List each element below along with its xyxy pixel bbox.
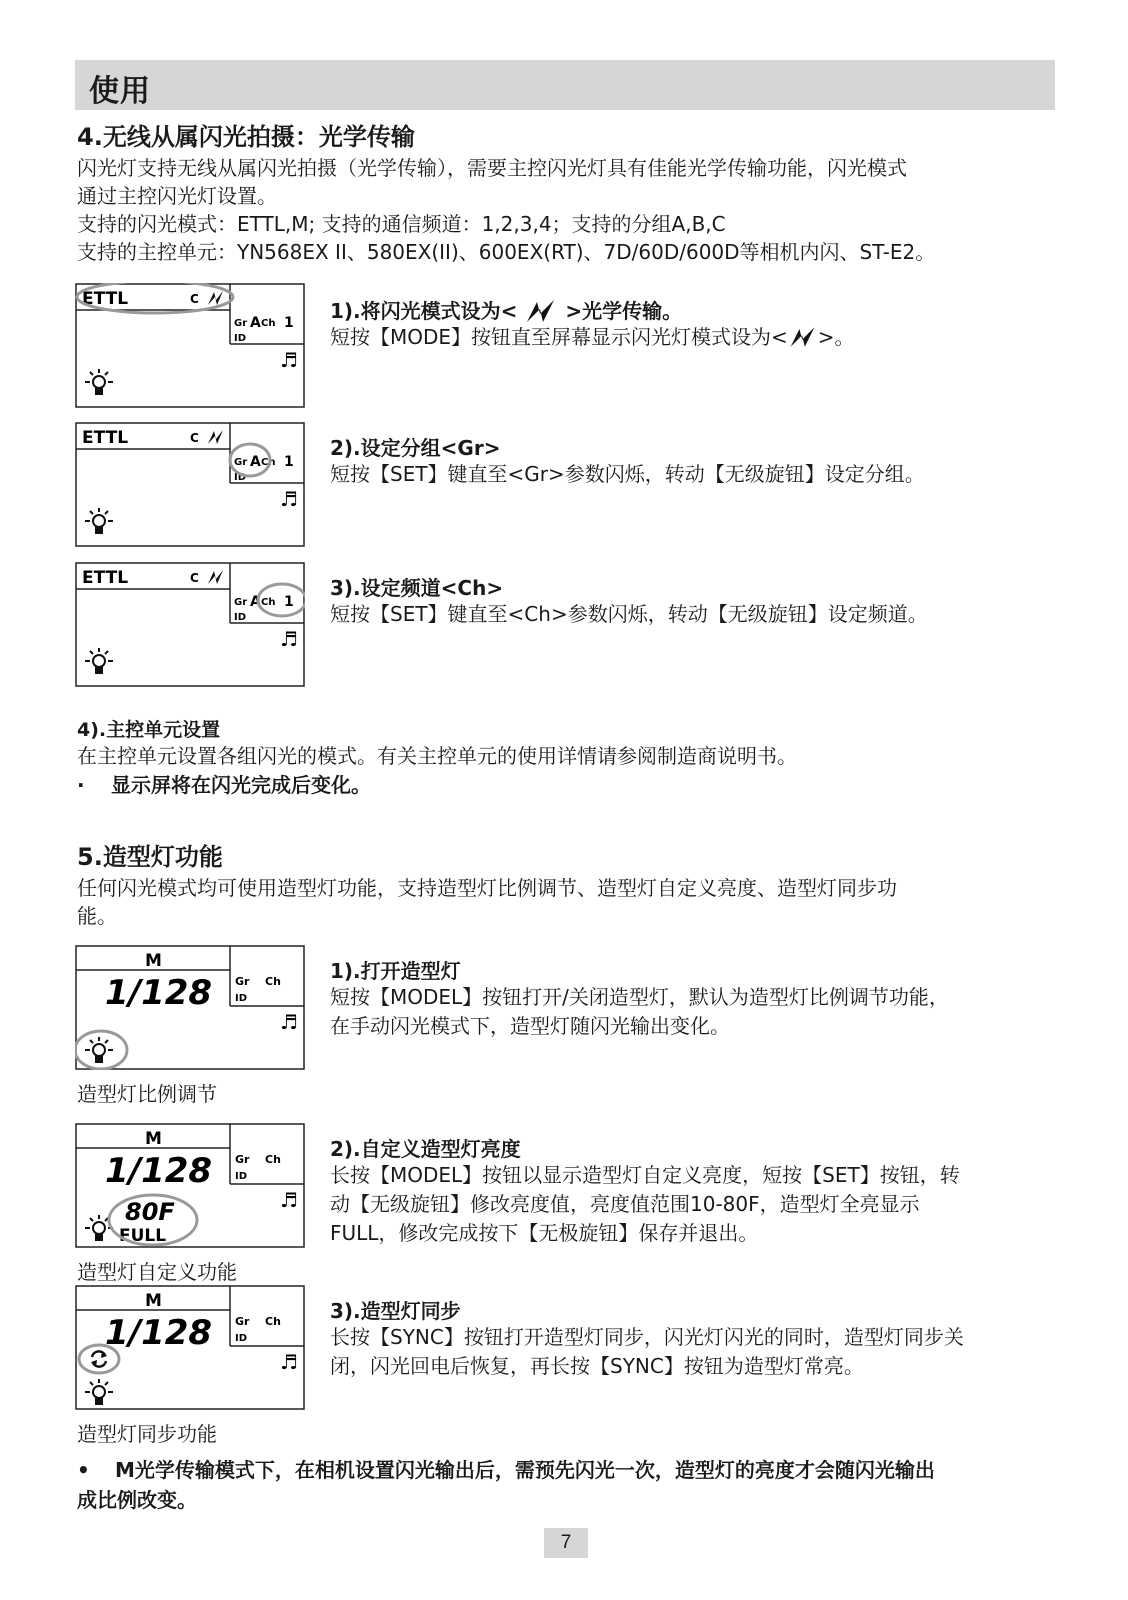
lcd-channel-value: 1 [284,315,294,331]
step-1-body-part-a: 短按【MODE】按钮直至屏幕显示闪光灯模式设为< [330,325,788,349]
lcd-ch-label: Ch [265,1315,281,1328]
body-line: FULL，修改完成按下【无极旋钮】保存并退出。 [330,1221,759,1245]
s5-step-2-body [330,1161,1060,1248]
intro-line: 支持的闪光模式：ETTL,M; 支持的通信频道：1,2,3,4；支持的分组A,B,C [77,212,726,236]
s5-step-3-title: 3).造型灯同步 [330,1299,461,1323]
section-5-intro [77,874,1057,930]
sound-icon: ♬ [280,1350,298,1374]
body-line: 短按【MODEL】按钮打开/关闭造型灯，默认为造型灯比例调节功能， [330,985,949,1009]
lcd-gr-label: Gr [234,457,248,468]
section-4-intro [77,154,1057,266]
step-4-body: 在主控单元设置各组闪光的模式。有关主控单元的使用详情请参阅制造商说明书。 [77,744,797,768]
lcd-display-wireless-mode [75,283,305,408]
wireless-optical-icon [788,325,818,349]
lcd-c-label: C [190,431,199,445]
intro-line: 能。 [77,904,117,928]
sound-icon: ♬ [280,1188,298,1212]
sound-icon: ♬ [280,487,298,511]
body-line: 长按【SYNC】按钮打开造型灯同步，闪光灯闪光的同时，造型灯同步关 [330,1325,964,1349]
lcd-id-label: ID [234,472,247,483]
bullet-dot: · [77,773,85,797]
step-4-bullet [77,771,1057,799]
s5-step-3-body [330,1323,1060,1381]
section-5-heading: 5.造型灯功能 [77,843,223,871]
lcd-output-value: 1/128 [105,1151,213,1191]
lcd-c-label: C [190,292,199,306]
sound-icon: ♬ [280,627,298,651]
figure-caption: 造型灯同步功能 [77,1422,217,1446]
lcd-id-label: ID [234,612,247,623]
step-4-title: 4).主控单元设置 [77,719,221,741]
lcd-group-value: A [250,315,261,331]
section-4-heading: 4.无线从属闪光拍摄：光学传输 [77,123,415,151]
lcd-display-sync [75,1285,305,1410]
lcd-output-value: 1/128 [105,973,213,1013]
intro-line: 支持的主控单元：YN568EX II、580EX(II)、600EX(RT)、7D/60D/600D等相机内闪、ST-E2。 [77,240,936,264]
lcd-output-value: 1/128 [105,1313,213,1353]
lcd-display-modeling-ratio [75,945,305,1070]
lcd-ch-label: Ch [261,597,276,608]
lcd-id-label: ID [235,993,248,1004]
lcd-ch-label: Ch [261,318,276,329]
lcd-gr-label: Gr [234,318,248,329]
step-1-title [330,295,682,324]
bullet-text: 显示屏将在闪光完成后变化。 [111,773,371,797]
note-line: 成比例改变。 [77,1488,197,1512]
lcd-display-channel [75,562,305,687]
lcd-mode-label: ETTL [82,289,129,309]
lcd-gr-label: Gr [235,1153,250,1166]
lcd-channel-value: 1 [284,594,294,610]
step-3-title: 3).设定频道<Ch> [330,576,504,600]
lcd-mode-label: M [145,1291,162,1311]
body-line: 长按【MODEL】按钮以显示造型灯自定义亮度，短按【SET】按钮，转 [330,1163,960,1187]
lcd-full-label: FULL [119,1226,167,1246]
section-header-title: 使用 [89,74,151,109]
wireless-optical-icon [524,298,558,324]
note-line [77,1455,1057,1485]
step-2-body: 短按【SET】键直至<Gr>参数闪烁，转动【无级旋钮】设定分组。 [330,462,925,486]
lcd-id-label: ID [234,333,247,344]
lcd-id-label: ID [235,1333,248,1344]
step-2-title: 2).设定分组<Gr> [330,436,501,460]
lcd-mode-label: ETTL [82,568,129,588]
lcd-ch-label: Ch [261,457,276,468]
lcd-mode-label: M [145,1129,162,1149]
lcd-gr-label: Gr [235,975,250,988]
lcd-display-group [75,422,305,547]
step-1-body [330,323,1060,352]
s5-step-1-title: 1).打开造型灯 [330,959,461,983]
intro-line: 通过主控闪光灯设置。 [77,184,277,208]
s5-step-1-body [330,983,1060,1041]
intro-line: 任何闪光模式均可使用造型灯功能，支持造型灯比例调节、造型灯自定义亮度、造型灯同步功 [77,876,897,900]
lcd-gr-label: Gr [234,597,248,608]
section-5-note [77,1455,1057,1515]
lcd-mode-label: ETTL [82,428,129,448]
sound-icon: ♬ [280,348,298,372]
lcd-channel-value: 1 [284,454,294,470]
lcd-mode-label: M [145,951,162,971]
lcd-group-value: A [250,454,261,470]
lcd-ch-label: Ch [265,975,281,988]
lcd-ch-label: Ch [265,1153,281,1166]
lcd-group-value: A [250,594,261,610]
body-line: 在手动闪光模式下，造型灯随闪光输出变化。 [330,1014,730,1038]
sound-icon: ♬ [280,1010,298,1034]
step-1-body-part-b: >。 [817,325,855,349]
section-header [75,60,1055,110]
s5-step-2-title: 2).自定义造型灯亮度 [330,1137,521,1161]
step-3-body: 短按【SET】键直至<Ch>参数闪烁，转动【无级旋钮】设定频道。 [330,602,928,626]
figure-caption: 造型灯比例调节 [77,1082,217,1106]
lcd-c-label: C [190,571,199,585]
lcd-brightness-value: 80F [125,1198,175,1226]
intro-line: 闪光灯支持无线从属闪光拍摄（光学传输），需要主控闪光灯具有佳能光学传输功能，闪光模式 [77,156,907,180]
note-text: M光学传输模式下，在相机设置闪光输出后，需预先闪光一次，造型灯的亮度才会随闪光输出 [115,1458,935,1482]
lcd-display-custom-brightness [75,1123,305,1248]
figure-caption: 造型灯自定义功能 [77,1260,237,1284]
page-number: 7 [544,1528,588,1558]
body-line: 动【无级旋钮】修改亮度值，亮度值范围10-80F，造型灯全亮显示 [330,1192,920,1216]
lcd-id-label: ID [235,1171,248,1182]
note-bullet: • [77,1458,90,1482]
step-1-title-part-b: >光学传输。 [565,299,683,323]
lcd-gr-label: Gr [235,1315,250,1328]
step-1-title-part-a: 1).将闪光模式设为< [330,299,518,323]
body-line: 闭，闪光回电后恢复，再长按【SYNC】按钮为造型灯常亮。 [330,1354,864,1378]
